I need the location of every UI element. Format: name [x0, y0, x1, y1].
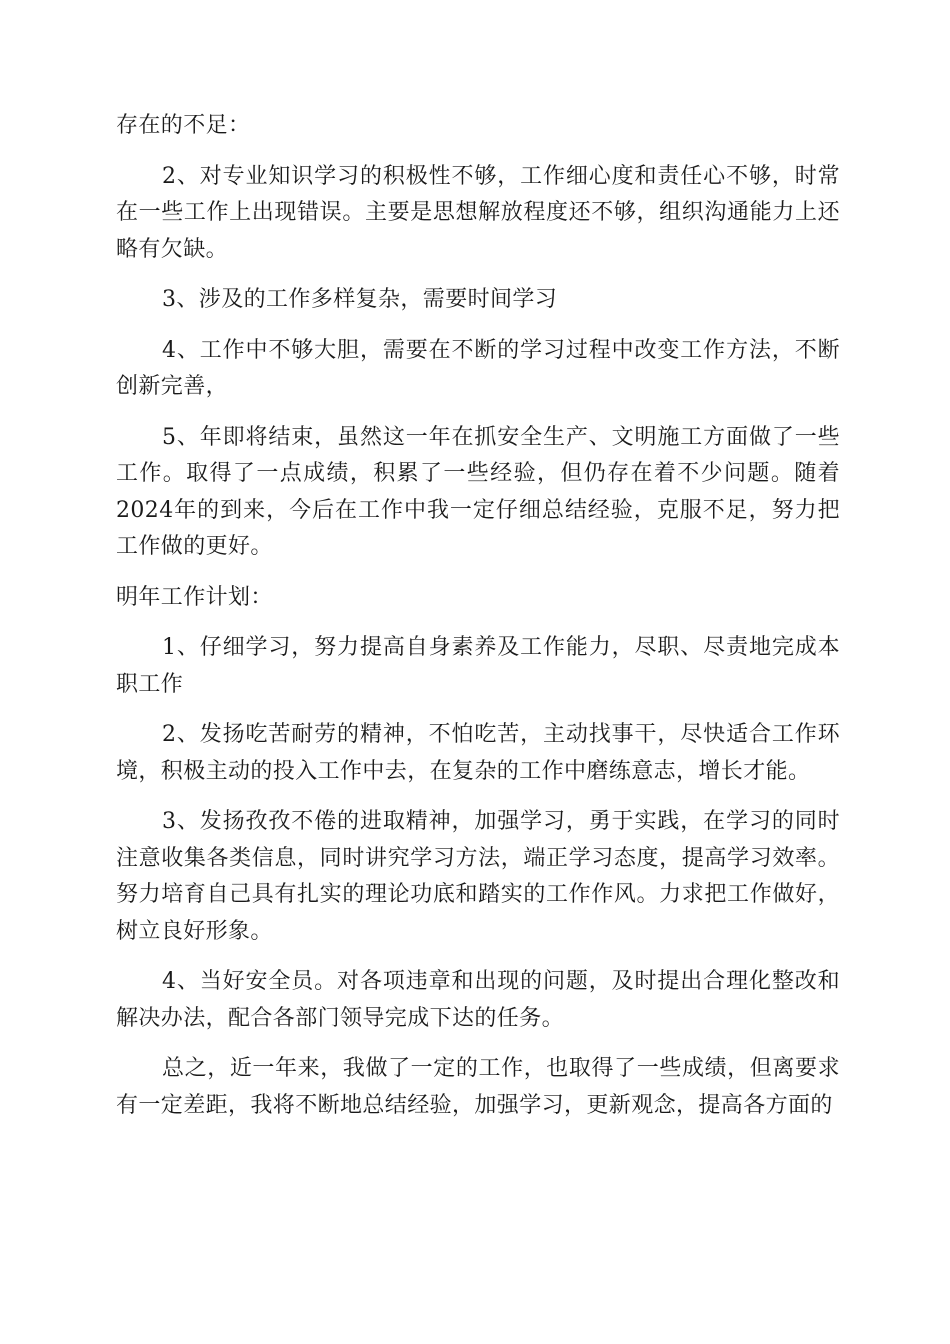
document-page: [116, 108, 840, 1138]
shortcomings-heading: 存在的不足：: [116, 113, 251, 138]
plan-heading: 明年工作计划：: [116, 584, 273, 610]
shortcoming-item-3: 3、涉及的工作多样复杂，需要时间学习: [162, 287, 558, 312]
plan-item-1: 1、仔细学习，努力提高自身素养及工作能力，尽职、尽责地完成本职工作: [116, 635, 840, 697]
shortcoming-item-2: 2、对专业知识学习的积极性不够，工作细心度和责任心不够，时常在一些工作上出现错误。主要是思想解放程度还不够，组织沟通能力上还略有欠缺。: [116, 163, 840, 262]
conclusion-paragraph: 总之，近一年来，我做了一定的工作，也取得了一些成绩，但离要求有一定差距，我将不断地总结经验，加强学习，更新观念，提高各方面的: [116, 1056, 840, 1118]
plan-item-2: 2、发扬吃苦耐劳的精神，不怕吃苦，主动找事干，尽快适合工作环境，积极主动的投入工作中去，在复杂的工作中磨练意志，增长才能。: [116, 722, 840, 784]
shortcoming-item-5: 5、年即将结束，虽然这一年在抓安全生产、文明施工方面做了一些工作。取得了一点成绩，积累了一些经验，但仍存在着不少问题。随着2024年的到来，今后在工作中我一定仔细总结经验，克服不足，努力把工作做的更好。: [116, 424, 840, 559]
plan-item-3: 3、发扬孜孜不倦的进取精神，加强学习，勇于实践，在学习的同时注意收集各类信息，同时讲究学习方法，端正学习态度，提高学习效率。努力培育自己具有扎实的理论功底和踏实的工作作风。力求把工作做好，树立良好形象。: [116, 809, 840, 944]
plan-item-4: 4、当好安全员。对各项违章和出现的问题，及时提出合理化整改和解决办法，配合各部门领导完成下达的任务。: [116, 969, 840, 1031]
shortcoming-item-4: 4、工作中不够大胆，需要在不断的学习过程中改变工作方法，不断创新完善，: [116, 337, 840, 399]
